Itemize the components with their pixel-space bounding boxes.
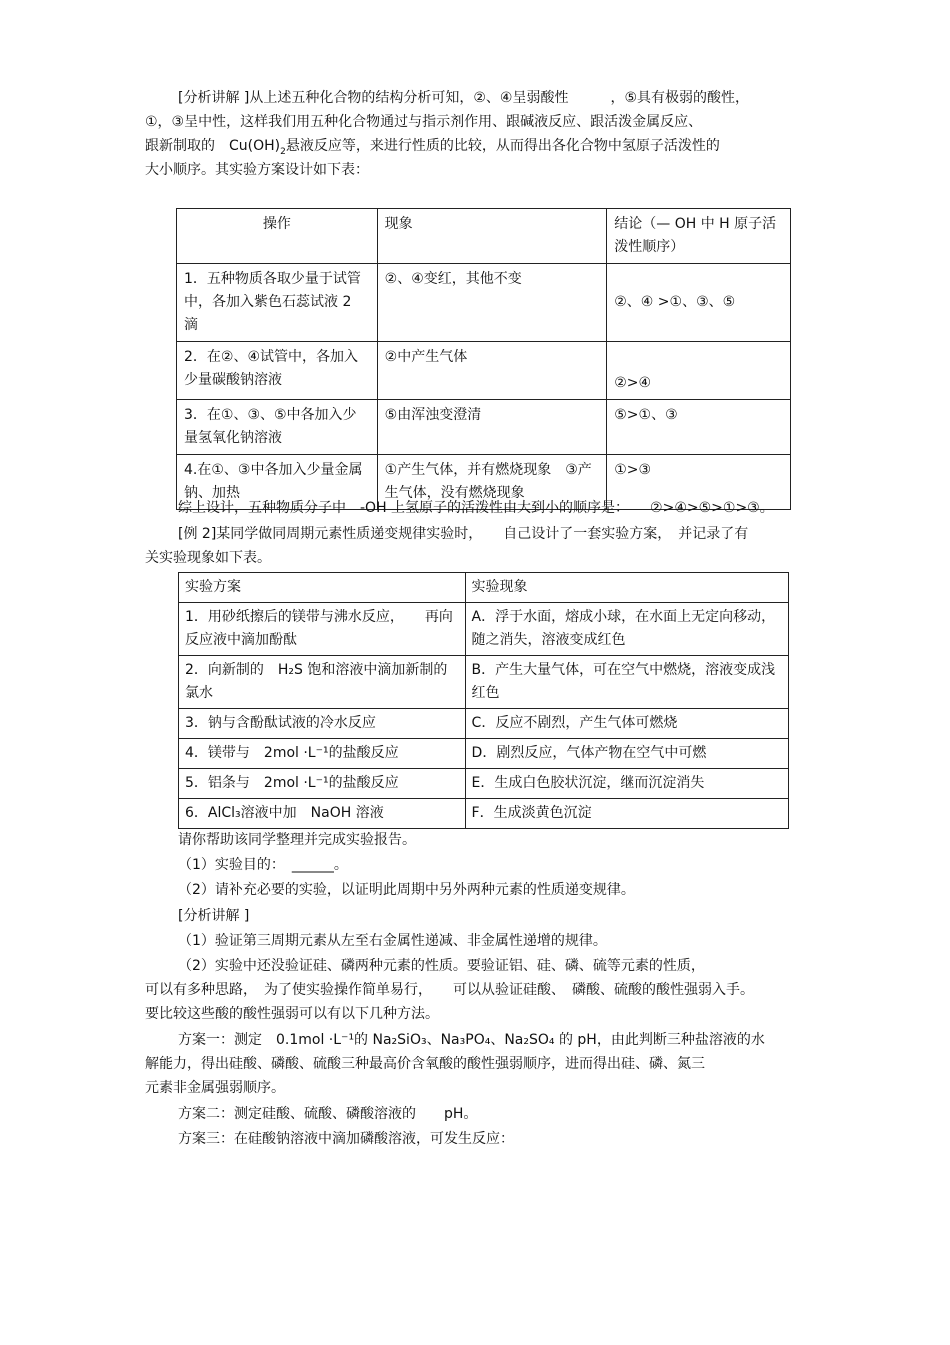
experiment-table-2 [178,572,789,829]
table-cell: 1．五种物质各取少量于试管中，各加入紫色石蕊试液 2 滴 [177,264,378,342]
task-line-1: 请你帮助该同学整理并完成实验报告。 [178,832,416,848]
table-cell: D．剧烈反应，气体产物在空气中可燃 [465,739,788,769]
summary-line: 综上设计，五种物质分子中 -OH 上氢原子的活泼性由大到小的顺序是： ②>④>⑤>①>③。 [178,500,774,516]
table-row [177,264,791,342]
plan-1-line-1: 方案一：测定 0.1mol ·L⁻¹的 Na₂SiO₃、Na₃PO₄、Na₂SO₄ 的 pH，由此判断三种盐溶液的水 [178,1032,765,1048]
table-cell: 1．用砂纸擦后的镁带与沸水反应， 再向反应液中滴加酚酞 [179,603,466,656]
table-row [179,709,789,739]
intro-line-1: [分析讲解 ]从上述五种化合物的结构分析可知，②、④呈弱酸性 ，⑤具有极弱的酸性， [178,90,750,106]
table-row [179,603,789,656]
table-cell: ②、④ >①、③、⑤ [607,264,791,342]
table-cell: 4.在①、③中各加入少量金属钠、加热 [177,455,378,510]
analysis-line-1: （1）验证第三周期元素从左至右金属性递减、非金属性递增的规律。 [178,933,607,949]
plan-1-line-2: 解能力，得出硅酸、磷酸、硫酸三种最高价含氧酸的酸性强弱顺序，进而得出硅、磷、氮三 [145,1056,705,1072]
table-cell: 2．向新制的 H₂S 饱和溶液中滴加新制的氯水 [179,656,466,709]
table-cell: E．生成白色胶状沉淀，继而沉淀消失 [465,769,788,799]
intro-line-2: ①，③呈中性，这样我们用五种化合物通过与指示剂作用、跟碱液反应、跟活泼金属反应、 [145,114,703,130]
table-cell: 3．在①、③、⑤中各加入少量氢氧化钠溶液 [177,400,378,455]
table-cell: ②、④变红，其他不变 [377,264,607,342]
table-cell: 2．在②、④试管中，各加入少量碳酸钠溶液 [177,342,378,400]
table-cell: B．产生大量气体，可在空气中燃烧，溶液变成浅红色 [465,656,788,709]
intro-line-3: 跟新制取的 $Cu(OH)_2$悬液反应等，来进行性质的比较，从而得出各化合物中氢原子活泼性的 [145,138,720,157]
table-cell: F．生成淡黄色沉淀 [465,799,788,829]
example2-line-2: 关实验现象如下表。 [145,550,271,566]
table-cell: ②>④ [607,342,791,400]
table-cell: ⑤由浑浊变澄清 [377,400,607,455]
table2-header-cell: 实验方案 [179,573,466,603]
table1-header-row [177,209,791,264]
table-cell: ①>③ [607,455,791,510]
plan-3-line: 方案三：在硅酸钠溶液中滴加磷酸溶液，可发生反应： [178,1131,514,1147]
table-row [179,739,789,769]
table-row [177,400,791,455]
analysis-line-2: （2）实验中还没验证硅、磷两种元素的性质。要验证铝、硅、磷、硫等元素的性质， [178,958,705,974]
table-cell: 6．AlCl₃溶液中加 NaOH 溶液 [179,799,466,829]
plan-1-line-3: 元素非金属强弱顺序。 [145,1080,285,1096]
table1-header-cell: 现象 [377,209,607,264]
table-row [177,342,791,400]
analysis-heading: [分析讲解 ] [178,908,250,924]
table-row [179,769,789,799]
table1-header-cell: 结论（— OH 中 H 原子活泼性顺序） [607,209,791,264]
table-cell: ①产生气体，并有燃烧现象 ③产生气体，没有燃烧现象 [377,455,607,510]
analysis-line-3: 可以有多种思路， 为了使实验操作简单易行， 可以从验证硅酸、 磷酸、硫酸的酸性强弱入手。 [145,982,754,998]
table-row [179,799,789,829]
table2-header-row [179,573,789,603]
table-cell: 4．镁带与 2mol ·L⁻¹的盐酸反应 [179,739,466,769]
table1-header-cell: 操作 [177,209,378,264]
table-cell: C．反应不剧烈，产生气体可燃烧 [465,709,788,739]
intro-line-4: 大小顺序。其实验方案设计如下表： [145,162,369,178]
task-line-2: （1）实验目的： ______。 [178,857,348,873]
example2-line-1: [例 2]某同学做同周期元素性质递变规律实验时， 自己设计了一套实验方案， 并记录了有 [178,526,749,542]
table-row [179,656,789,709]
table-cell: A．浮于水面，熔成小球，在水面上无定向移动，随之消失，溶液变成红色 [465,603,788,656]
table-cell: 5．铝条与 2mol ·L⁻¹的盐酸反应 [179,769,466,799]
task-line-3: （2）请补充必要的实验，以证明此周期中另外两种元素的性质递变规律。 [178,882,635,898]
plan-2-line: 方案二：测定硅酸、硫酸、磷酸溶液的 pH。 [178,1106,478,1122]
analysis-line-4: 要比较这些酸的酸性强弱可以有以下几种方法。 [145,1006,439,1022]
table-cell: ②中产生气体 [377,342,607,400]
table-cell: 3．钠与含酚酞试液的冷水反应 [179,709,466,739]
table2-header-cell: 实验现象 [465,573,788,603]
table-cell: ⑤>①、③ [607,400,791,455]
experiment-table-1 [176,208,791,510]
